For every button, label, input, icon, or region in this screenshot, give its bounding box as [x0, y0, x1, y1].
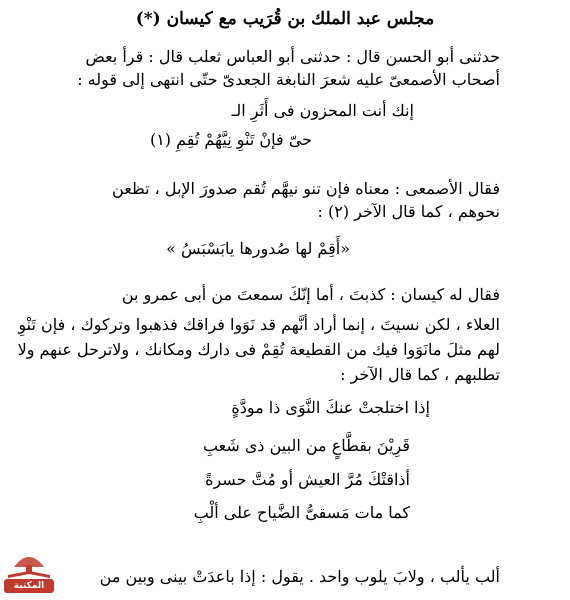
text-line-5: فقال له كيسان : كذبتَ ، أما إنّكَ سمعتَ من أبى عمرو بن	[121, 285, 500, 304]
text-line-6: العلاء ، لكن نسيتَ ، إنما أراد أنَّهم قد نَوَوا فراقك فذهبوا وتركوك ، فإن تَنْوِ	[18, 315, 500, 334]
poem-line-4: كما مات مَسقىُّ الضَّياح على ألْبِ	[193, 503, 410, 522]
text-line-9: ألب يألب ، ولابَ يلوب واحد . يقول : إذا باعدَتْ بينى وبين من	[99, 567, 500, 586]
text-line-8: تطلبهم ، كما قال الآخر :	[340, 365, 500, 384]
library-logo	[4, 545, 54, 597]
lamp-book-icon	[4, 545, 54, 579]
text-line-2: أصحاب الأصمعىّ عليه شعرَ النابغة الجعدىّ حتّى انتهى إلى قوله :	[77, 70, 500, 89]
logo-label: المكتبة	[4, 579, 54, 593]
page-title: مجلس عبد الملك بن قُرَيب مع كيسان (*)	[135, 9, 435, 29]
text-line-3: فقال الأصمعى : معناه فإن تنو نيهَّم تُقم صدورَ الإبل ، تظعن	[112, 179, 500, 198]
poem-line-3: أذاقتْكَ مُرَّ العيش أو مُتَّ حسرةً	[205, 470, 410, 489]
text-line-7: لهم مثلَ مانَوَوا فيك من القطيعة تُقِمْ فى دارك ومكانك ، ولاترحل عنهم ولا	[17, 340, 500, 359]
quote-line: «أَقِمْ لها صُدورها يابَسْبَسُ »	[166, 239, 350, 258]
text-line-4: نحوهم ، كما قال الآخر (٢) :	[317, 202, 500, 221]
poem-line-1: إذا اختلجتْ عنكَ النَّوَى ذا مودَّةٍ	[231, 398, 430, 417]
poem-line-2: قَرِيْنَ بقطَّاعٍ من البين ذى شَعبِ	[202, 436, 410, 455]
verse-line-2: حىّ فإنْ تَنْوِ نِيَّهُمْ تُقِمِ (١)	[149, 130, 312, 149]
verse-line-1: إنك أنت المحزون فى أَثَرِ الـ	[231, 101, 414, 120]
text-line-1: حدثنى أبو الحسن قال : حدثنى أبو العباس ثعلب قال : قرأ بعض	[85, 47, 500, 66]
